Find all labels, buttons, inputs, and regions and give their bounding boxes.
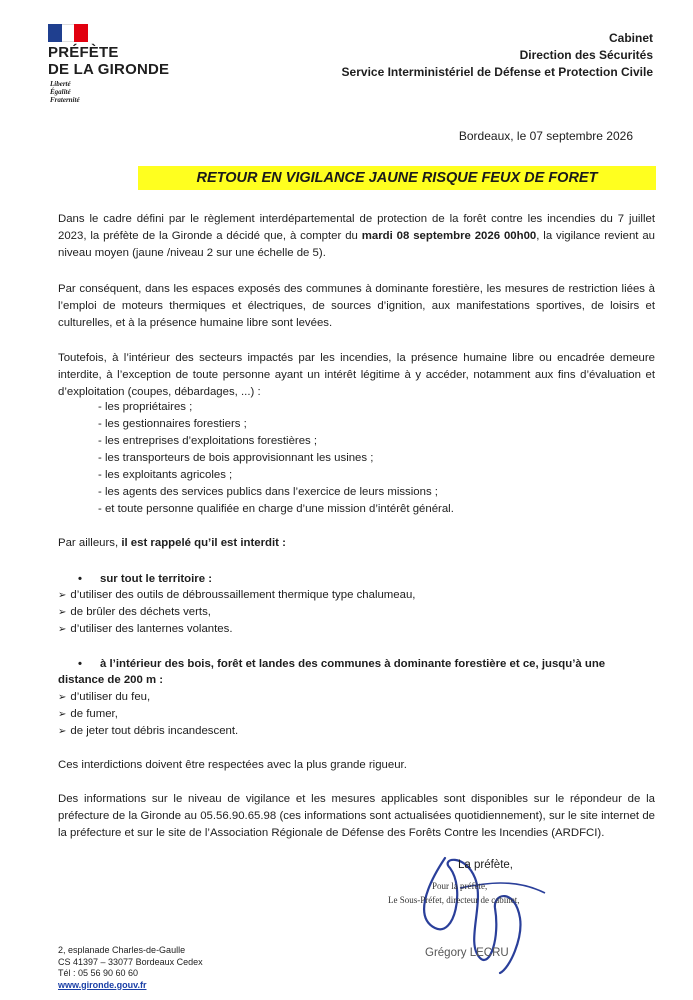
section-territory-heading: sur tout le territoire : [100, 573, 213, 585]
prohibition-item: ➢ d’utiliser du feu, [58, 689, 150, 706]
department-header [342, 30, 653, 81]
prohibition-item: ➢ de fumer, [58, 706, 118, 723]
logo-line-1: PRÉFÈTE [48, 44, 119, 61]
list-item: - les entreprises d’exploitations forestières ; [98, 435, 318, 447]
signatory-name: Grégory LECRU [425, 947, 509, 959]
header-direction: Direction des Sécurités [519, 48, 653, 62]
paragraph-intro [58, 211, 655, 263]
list-item: - les exploitants agricoles ; [98, 469, 233, 481]
prohibition-item: ➢ de brûler des déchets verts, [58, 604, 211, 621]
title-banner [138, 166, 656, 190]
reminder-bold: il est rappelé qu’il est interdit : [121, 537, 286, 549]
document-date: Bordeaux, le 07 septembre 2026 [458, 129, 633, 143]
footer-website-link[interactable]: www.gironde.gouv.fr [58, 979, 147, 990]
bullet-dot-icon: • [78, 573, 82, 585]
bullet-dot-icon: • [78, 658, 82, 670]
prohibition-item: ➢ de jeter tout débris incandescent. [58, 723, 238, 740]
list-item: - et toute personne qualifiée en charge d’une mission d’intérêt général. [98, 503, 454, 515]
signature-role: Le Sous-Préfet, directeur de cabinet, [388, 895, 520, 905]
prohibition-item: ➢ d’utiliser des lanternes volantes. [58, 621, 232, 638]
list-item: - les propriétaires ; [98, 401, 193, 413]
footer-address [58, 945, 203, 991]
list-item: - les agents des services publics dans l’exercice de leurs missions ; [98, 486, 438, 498]
intro-text-a: Dans le cadre défini par le règlement interdépartemental de protection de la forêt contre les incendies du 7 juillet 2023, la préfète de la Gironde a décidé que, à compter du [58, 213, 655, 243]
motto-egalite: Égalité [50, 88, 71, 96]
logo-line-2: DE LA GIRONDE [48, 61, 170, 78]
paragraph-rigor: Ces interdictions doivent être respectées avec la plus grande rigueur. [58, 759, 407, 771]
document-title: RETOUR EN VIGILANCE JAUNE RISQUE FEUX DE FORET [196, 170, 598, 186]
footer-phone: Tél : 05 56 90 60 60 [58, 968, 139, 978]
header-service: Service Interministériel de Défense et Protection Civile [341, 65, 653, 79]
footer-street: 2, esplanade Charles-de-Gaulle [58, 945, 186, 955]
intro-text-c: , la vigilance revient au niveau moyen (jaune /niveau 2 sur une échelle de 5). [58, 230, 656, 260]
signature-for: Pour la préfète, [432, 881, 488, 891]
republic-motto [50, 80, 80, 104]
intro-date-bold: mardi 08 septembre 2026 00h00 [361, 230, 537, 243]
signature-title: La préfète, [458, 859, 513, 871]
header-cabinet: Cabinet [608, 31, 653, 45]
paragraph-reminder [58, 535, 655, 552]
list-item: - les transporteurs de bois approvisionnant les usines ; [98, 452, 374, 464]
french-flag-logo [48, 24, 88, 42]
reminder-text: Par ailleurs, [58, 537, 122, 549]
list-item: - les gestionnaires forestiers ; [98, 418, 247, 430]
section-forest-heading: à l’intérieur des bois, forêt et landes des communes à dominante forestière et ce, jusqu’à une [100, 658, 606, 670]
motto-fraternite: Fraternité [50, 96, 80, 104]
prohibition-item: ➢ d’utiliser des outils de débroussaillement thermique type chalumeau, [58, 587, 415, 604]
motto-liberte: Liberté [50, 80, 71, 88]
paragraph-however: Toutefois, à l’intérieur des secteurs impactés par les incendies, la présence humaine libre ou encadrée demeure interdite, à l’exception de toute personne ayant un intérêt légitime à y accéder, notamment aux fins d’évaluation et d’exploitation (coupes, débardages, ...) : [58, 352, 655, 399]
paragraph-information: Des informations sur le niveau de vigilance et les mesures applicables sont disponibles sur le répondeur de la préfecture de la Gironde au 05.56.90.65.98 (ces informations sont actualisées quotidiennement), sur le site internet de la préfecture et sur le site de l’Association Régionale de Défense des Forêts Contre les Incendies (ARDFCI). [58, 793, 655, 840]
prefecture-logo-text [48, 44, 169, 78]
footer-postal: CS 41397 – 33077 Bordeaux Cedex [58, 956, 203, 967]
paragraph-consequence: Par conséquent, dans les espaces exposés des communes à dominante forestière, les mesures de restriction liées à l’emploi de moteurs thermiques et électriques, de sources d’ignition, aux manifestations sportives, de loisirs et culturelles, et à la présence humaine libre sont levées. [58, 283, 655, 330]
section-forest-heading-2: distance de 200 m : [58, 674, 164, 686]
